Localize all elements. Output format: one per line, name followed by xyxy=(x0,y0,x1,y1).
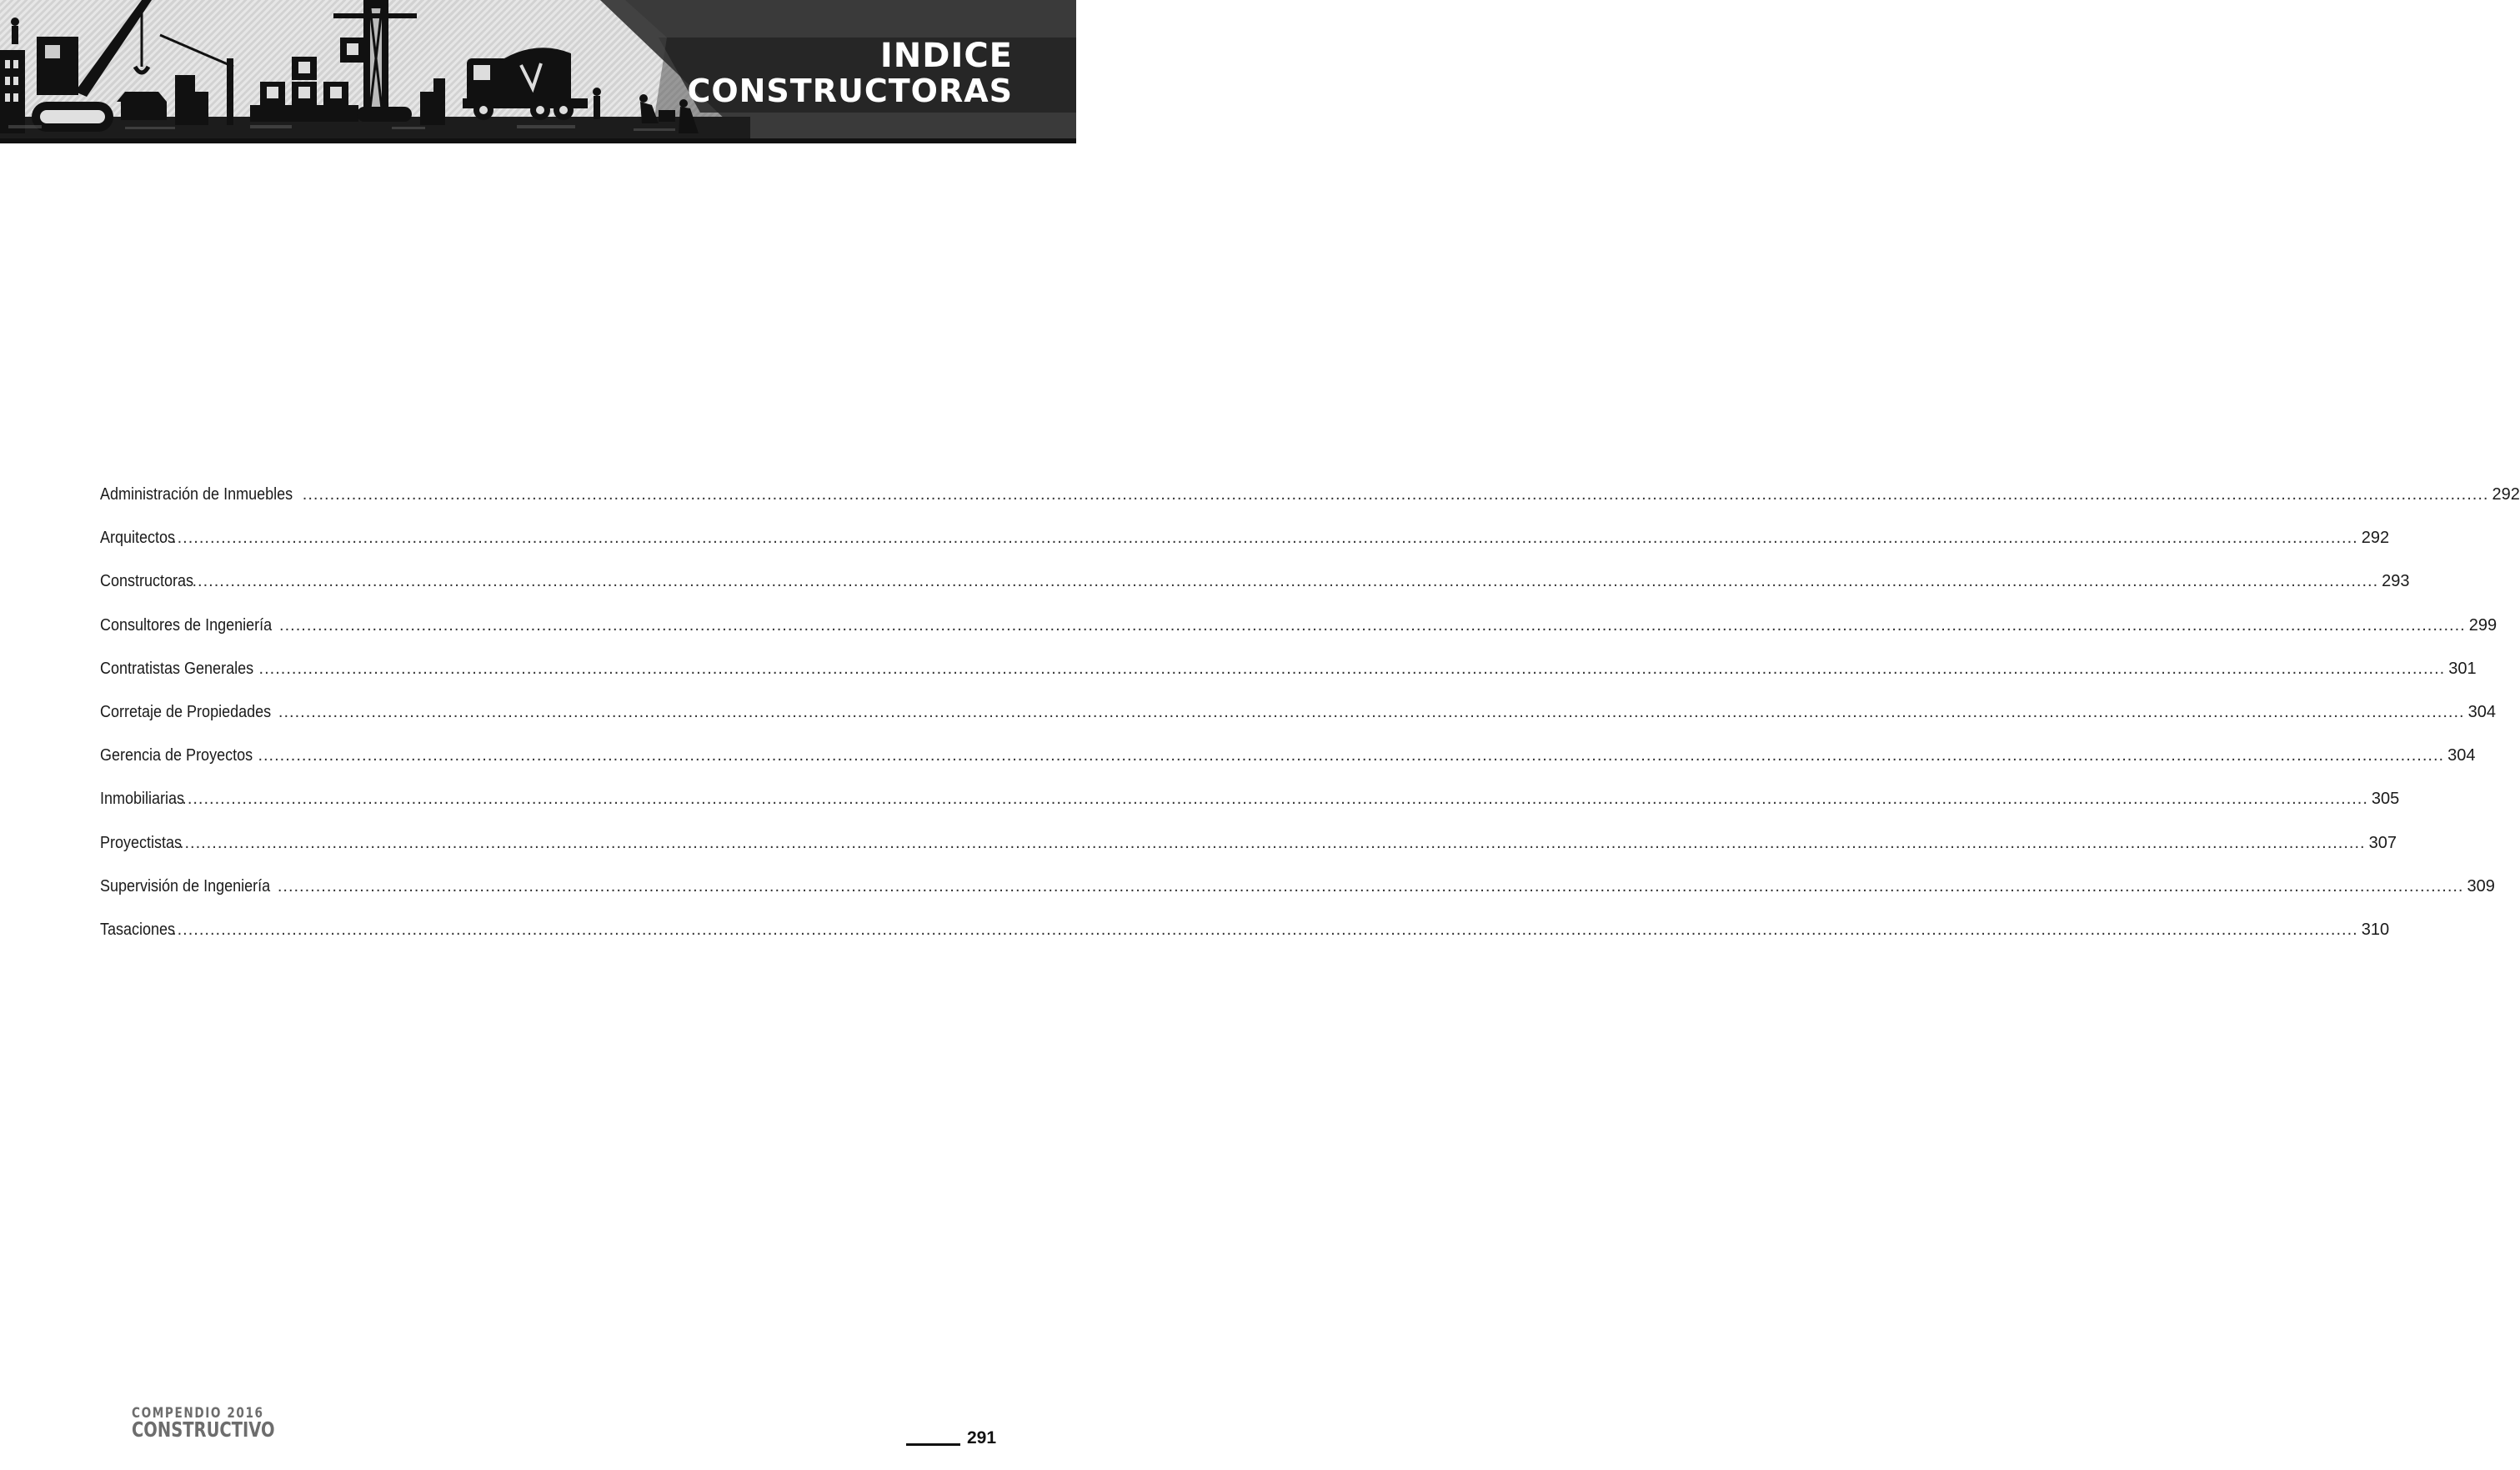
dot-leader: ................................................................................................................................................................................................................................................................................................................................................................................................................ xyxy=(277,876,2464,896)
index-entry-page: 309 xyxy=(2467,876,2495,896)
publication-logo-line1: COMPENDIO 2016 xyxy=(132,1405,264,1422)
index-entry-label: Corretaje de Propiedades xyxy=(100,702,272,721)
index-entry-page: 299 xyxy=(2468,615,2497,635)
index-entry-label: Inmobiliarias xyxy=(100,790,185,809)
page-title-line2: CONSTRUCTORAS xyxy=(687,73,1013,109)
index-entry[interactable] xyxy=(100,790,2400,833)
index-entry-page: 301 xyxy=(2448,659,2477,678)
page-number: 291 xyxy=(967,1428,997,1447)
index-entry-label: Contratistas Generales xyxy=(100,659,254,678)
index-entry-label: Supervisión de Ingeniería xyxy=(100,876,271,896)
page-title-line1: INDICE xyxy=(879,37,1013,75)
publication-logo-line2: CONSTRUCTIVO xyxy=(132,1417,275,1442)
index-entry[interactable] xyxy=(100,615,2497,660)
index-entry[interactable] xyxy=(100,659,2477,703)
index-entry-page: 310 xyxy=(2361,920,2390,939)
index-entry[interactable] xyxy=(100,833,2397,877)
index-entry-page: 304 xyxy=(2467,702,2496,721)
index-entry-page: 305 xyxy=(2371,790,2400,809)
index-entry-label: Proyectistas xyxy=(100,833,183,852)
page-number-rule xyxy=(906,1443,960,1446)
index-entry-label: Tasaciones xyxy=(100,920,176,939)
index-list xyxy=(100,485,2520,964)
index-entry[interactable] xyxy=(100,920,2390,964)
index-entry-page: 292 xyxy=(2492,485,2520,504)
index-entry-page: 307 xyxy=(2368,833,2397,852)
dot-leader: ................................................................................................................................................................................................................................................................................................................................................................................................................ xyxy=(178,833,2366,852)
dot-leader: ................................................................................................................................................................................................................................................................................................................................................................................................................ xyxy=(258,746,2445,765)
index-entry-page: 292 xyxy=(2361,529,2390,548)
dot-leader: ................................................................................................................................................................................................................................................................................................................................................................................................................ xyxy=(279,615,2466,635)
dot-leader: ................................................................................................................................................................................................................................................................................................................................................................................................................ xyxy=(192,572,2379,591)
index-entry-label: Gerencia de Proyectos xyxy=(100,746,253,765)
header-banner xyxy=(0,0,1076,143)
index-entry-label: Constructoras xyxy=(100,572,194,591)
index-entry-page: 293 xyxy=(2382,572,2410,591)
dot-leader: ................................................................................................................................................................................................................................................................................................................................................................................................................ xyxy=(172,529,2358,548)
index-entry[interactable] xyxy=(100,746,2476,790)
index-entry-label: Arquitectos xyxy=(100,529,176,548)
index-entry[interactable] xyxy=(100,529,2390,572)
page-title xyxy=(687,38,1013,108)
index-entry-page: 304 xyxy=(2447,746,2476,765)
dot-leader: ................................................................................................................................................................................................................................................................................................................................................................................................................ xyxy=(172,920,2358,939)
dot-leader: ................................................................................................................................................................................................................................................................................................................................................................................................................ xyxy=(302,485,2489,504)
dot-leader: ................................................................................................................................................................................................................................................................................................................................................................................................................ xyxy=(182,790,2368,809)
publication-logo xyxy=(132,1405,315,1442)
index-entry[interactable] xyxy=(100,876,2495,921)
index-entry-label: Administración de Inmuebles xyxy=(100,485,293,504)
index-entry[interactable] xyxy=(100,572,2410,615)
dot-leader: ................................................................................................................................................................................................................................................................................................................................................................................................................ xyxy=(278,702,2465,721)
index-entry-label: Consultores de Ingeniería xyxy=(100,615,273,635)
index-entry[interactable] xyxy=(100,702,2496,746)
dot-leader: ................................................................................................................................................................................................................................................................................................................................................................................................................ xyxy=(258,659,2446,678)
index-entry[interactable] xyxy=(100,485,2520,529)
